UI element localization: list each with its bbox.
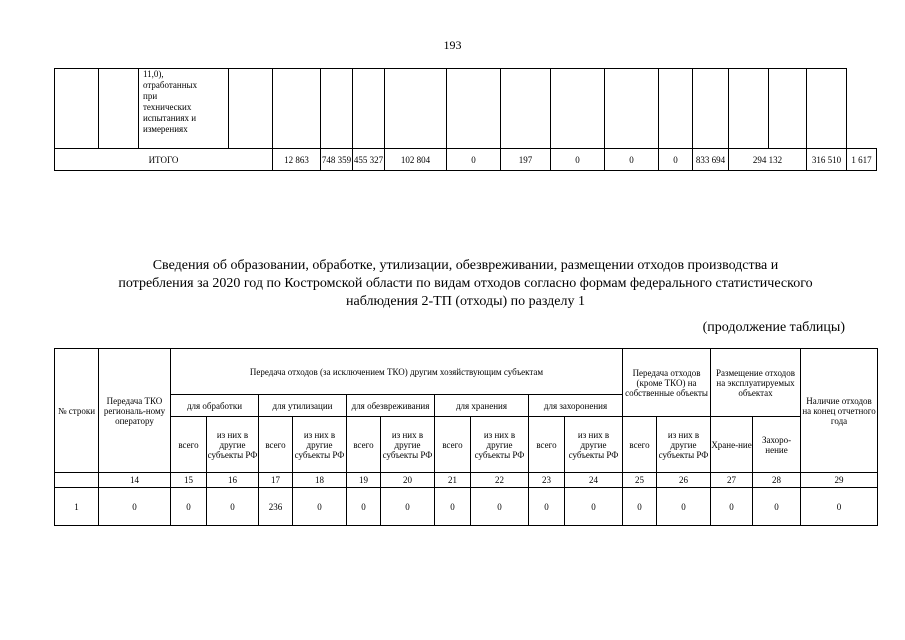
total-value: 0 (447, 149, 501, 171)
header-other-regions: из них в другие субъекты РФ (207, 417, 259, 473)
item-line: при (143, 91, 158, 101)
cell (385, 69, 447, 149)
column-number: 22 (471, 473, 529, 488)
table-cell: 0 (753, 488, 801, 526)
header-burial: для захоронения (529, 395, 623, 417)
table-cell: 0 (293, 488, 347, 526)
header-balance: Наличие отходов на конец отчетного года (801, 349, 878, 473)
heading-line: Сведения об образовании, обработке, утилизации, обезвреживании, размещении отходов производства и (152, 258, 779, 273)
header-other-regions: из них в другие субъекты РФ (293, 417, 347, 473)
column-number: 14 (99, 473, 171, 488)
header-processing: для обработки (171, 395, 259, 417)
header-transfer-tko: Передача ТКО региональ-ному оператору (99, 349, 171, 473)
total-value: 12 863 (273, 149, 321, 171)
total-value: 0 (605, 149, 659, 171)
item-line: измерениях (143, 124, 188, 134)
header-neutralization: для обезвреживания (347, 395, 435, 417)
column-number: 24 (565, 473, 623, 488)
header-other-regions: из них в другие субъекты РФ (565, 417, 623, 473)
table-cell: 0 (99, 488, 171, 526)
total-value: 455 327 (353, 149, 385, 171)
column-number: 18 (293, 473, 347, 488)
header-total: всего (435, 417, 471, 473)
table-cell: 0 (347, 488, 381, 526)
total-value: 1 617 (847, 149, 877, 171)
heading-line: потребления за 2020 год по Костромской области по видам отходов согласно формам федерального статистического (118, 276, 813, 291)
item-cell (139, 69, 229, 149)
total-value: 0 (551, 149, 605, 171)
table-cell: 0 (801, 488, 878, 526)
header-total: всего (171, 417, 207, 473)
cell (447, 69, 501, 149)
cell (273, 69, 321, 149)
cell (807, 69, 847, 149)
cell (55, 69, 99, 149)
header-own-transfer: Передача отходов (кроме ТКО) на собственные объекты (623, 349, 711, 417)
column-number: 27 (711, 473, 753, 488)
item-line: технических (143, 102, 192, 112)
column-number: 17 (259, 473, 293, 488)
section-heading (54, 257, 877, 311)
page-number: 193 (443, 38, 462, 52)
column-number: 16 (207, 473, 259, 488)
item-line: отработанных (143, 80, 198, 90)
header-other-regions: из них в другие субъекты РФ (381, 417, 435, 473)
cell (659, 69, 693, 149)
column-number: 29 (801, 473, 878, 488)
column-number: 15 (171, 473, 207, 488)
header-storage: для хранения (435, 395, 529, 417)
column-number (55, 473, 99, 488)
table-cell: 0 (171, 488, 207, 526)
cell (551, 69, 605, 149)
header-placement: Размещение отходов на эксплуатируемых объектах (711, 349, 801, 417)
total-value: 316 510 (807, 149, 847, 171)
column-number: 21 (435, 473, 471, 488)
continuation-note: (продолжение таблицы) (702, 320, 845, 335)
header-other-regions: из них в другие субъекты РФ (657, 417, 711, 473)
header-other-regions: из них в другие субъекты РФ (471, 417, 529, 473)
header-burial-short: Захоро-нение (753, 417, 801, 473)
total-value: 748 359 (321, 149, 353, 171)
total-value: 197 (501, 149, 551, 171)
column-number: 25 (623, 473, 657, 488)
table-top (54, 68, 877, 171)
header-total: всего (259, 417, 293, 473)
total-value: 294 132 (729, 149, 807, 171)
table-cell: 0 (381, 488, 435, 526)
cell (729, 69, 769, 149)
cell (605, 69, 659, 149)
header-total: всего (623, 417, 657, 473)
table-cell: 0 (565, 488, 623, 526)
table-cell: 0 (657, 488, 711, 526)
total-label: ИТОГО (55, 149, 273, 171)
item-line: испытаниях и (143, 113, 197, 123)
header-total: всего (347, 417, 381, 473)
table-cell: 0 (471, 488, 529, 526)
header-transfer-others: Передача отходов (за исключением ТКО) другим хозяйствующим субъектам (171, 349, 623, 395)
cell (99, 69, 139, 149)
table-cell: 236 (259, 488, 293, 526)
total-value: 102 804 (385, 149, 447, 171)
heading-line: наблюдения 2-ТП (отходы) по разделу 1 (346, 294, 585, 309)
cell (501, 69, 551, 149)
column-number: 19 (347, 473, 381, 488)
header-utilization: для утилизации (259, 395, 347, 417)
table-cell: 0 (711, 488, 753, 526)
column-number: 28 (753, 473, 801, 488)
header-total: всего (529, 417, 565, 473)
table-cell: 0 (529, 488, 565, 526)
cell (769, 69, 807, 149)
column-number: 20 (381, 473, 435, 488)
cell (321, 69, 353, 149)
table-cell: 0 (623, 488, 657, 526)
header-storage-short: Хране-ние (711, 417, 753, 473)
table-cell: 0 (207, 488, 259, 526)
cell (353, 69, 385, 149)
cell (693, 69, 729, 149)
column-number: 26 (657, 473, 711, 488)
total-value: 0 (659, 149, 693, 171)
total-value: 833 694 (693, 149, 729, 171)
table-cell: 0 (435, 488, 471, 526)
header-row-no: № строки (55, 349, 99, 473)
row-number: 1 (55, 488, 99, 526)
item-line: 11,0), (143, 69, 164, 79)
column-number: 23 (529, 473, 565, 488)
cell (229, 69, 273, 149)
table-main (54, 348, 878, 526)
